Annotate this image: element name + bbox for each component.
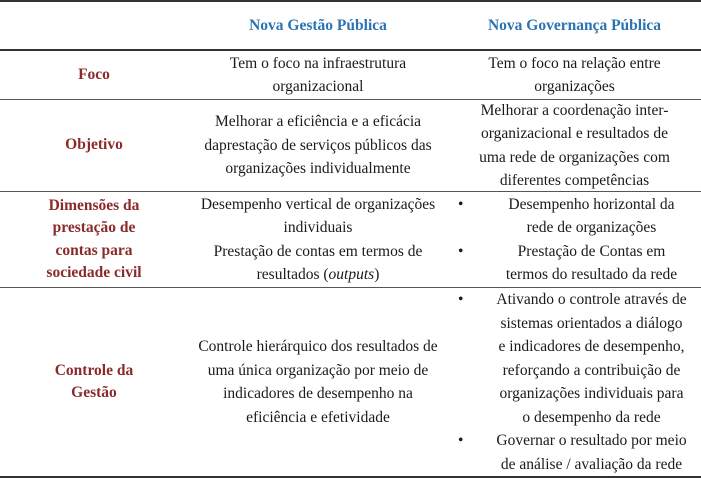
list-item: • Ativando o controle através de sistemas orientados a diálogo e indicadores de desempenho, reforçando a contribuição de organizações individuais para o desempenho da rede [448, 288, 701, 429]
outputs-line: resultados (outputs) [256, 266, 380, 283]
row-label-foco: Foco [78, 65, 110, 83]
header-col-nova-gestao-publica [188, 2, 448, 49]
list-item: • Prestação de Contas em termos do resultado da rede [448, 240, 701, 287]
cell-foco-ngp: Tem o foco na infraestrutura organizacional [229, 54, 407, 95]
row-label-controle-gestao: Controle da Gestão [54, 361, 134, 401]
list-item: • Governar o resultado por meio de análise / avaliação da rede [448, 429, 701, 476]
cell-objetivo-ngp: Melhorar a eficiência e a eficácia daprestação de serviços públicos das organizações individualmente [204, 113, 432, 178]
cell-controle-ngov [448, 288, 701, 476]
header-col-nova-governanca-publica [448, 2, 701, 49]
dimensoes-ngov-bullet-list [448, 193, 701, 287]
cell-objetivo-ngov: Melhorar a coordenação inter- organizacional e resultados de uma rede de organizações com diferentes competências [479, 101, 670, 189]
cell-dimensoes-ngov [448, 192, 701, 287]
header-col-criteria [0, 2, 188, 49]
row-label-objetivo: Objetivo [65, 136, 123, 154]
cell-dimensoes-ngp: Desempenho vertical de organizações individuais Prestação de contas em termos de resultados (outputs) [188, 192, 448, 287]
header-ngp-label: Nova Gestão Pública [249, 16, 387, 34]
list-item: • Desempenho horizontal da rede de organizações [448, 193, 701, 240]
header-ngov-label: Nova Governança Pública [487, 16, 662, 34]
row-label-dimensoes-prestacao-contas: Dimensões da prestação de contas para sociedade civil [46, 196, 142, 281]
controle-ngov-bullet-list [448, 288, 701, 476]
cell-controle-ngp: Controle hierárquico dos resultados de uma única organização por meio de indicadores de desempenho na eficiência e efetividade [198, 338, 438, 426]
cell-foco-ngov: Tem o foco na relação entre organizações [488, 54, 661, 95]
